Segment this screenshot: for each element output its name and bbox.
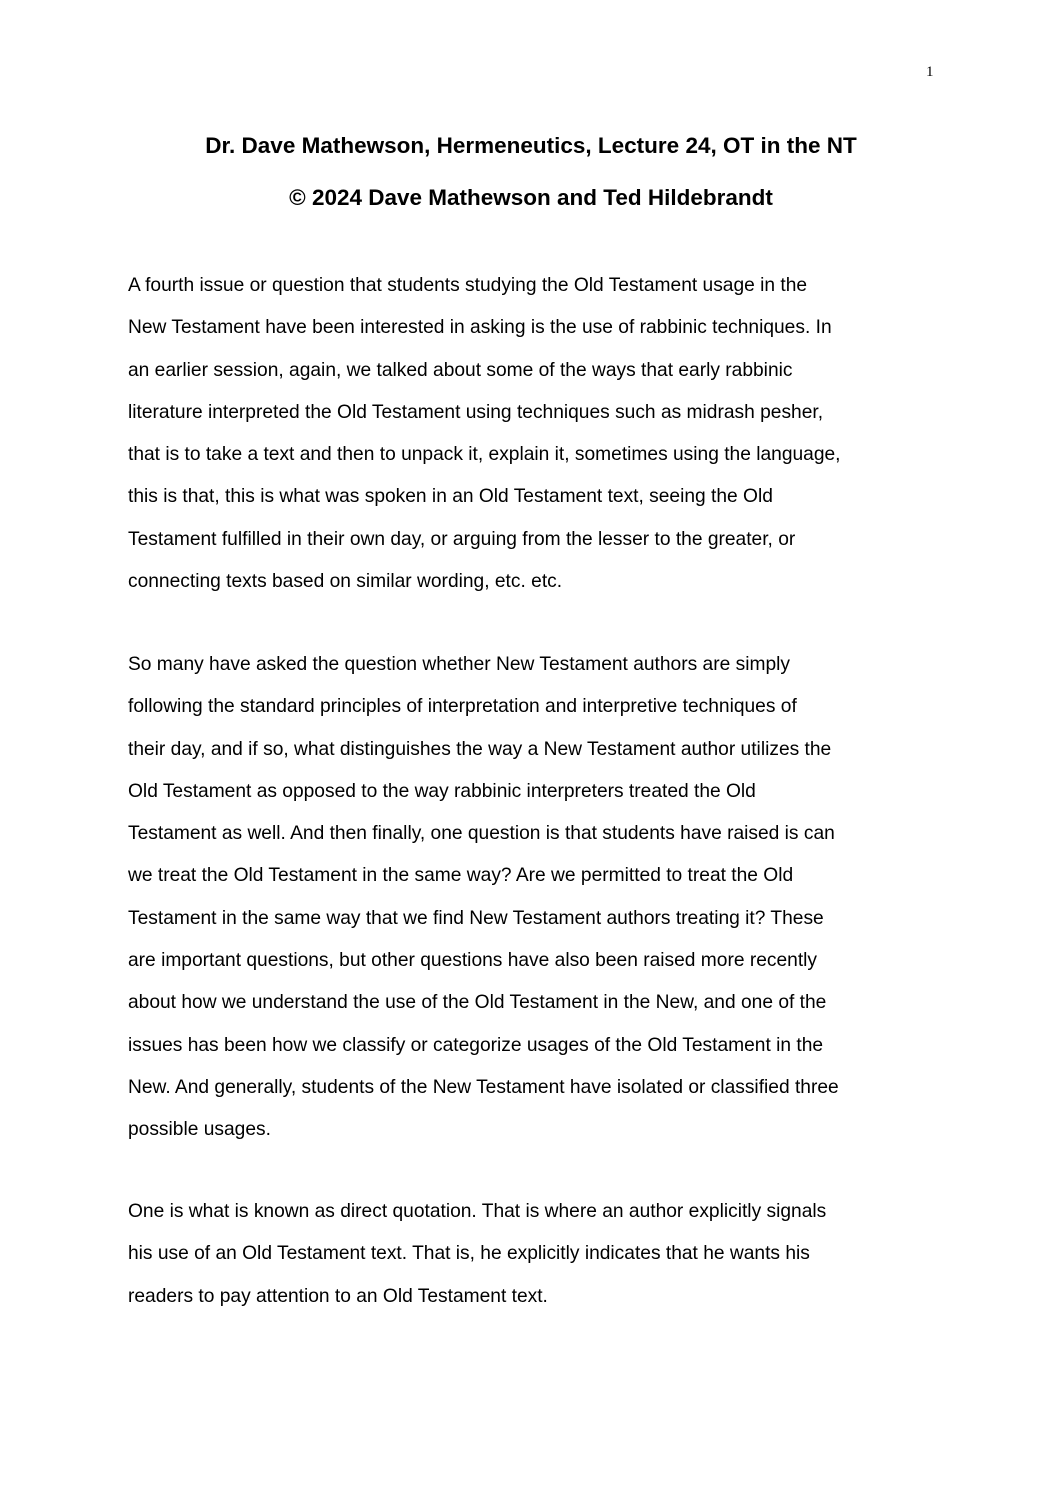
text-line: following the standard principles of interpretation and interpretive techniques of — [128, 696, 797, 718]
text-line: One is what is known as direct quotation. That is where an author explicitly signals — [128, 1201, 827, 1222]
paragraph-2 — [128, 644, 928, 1152]
document-title: Dr. Dave Mathewson, Hermeneutics, Lecture 24, OT in the NT — [205, 133, 857, 158]
text-line: his use of an Old Testament text. That is, he explicitly indicates that he wants his — [128, 1243, 810, 1265]
text-line: New. And generally, students of the New Testament have isolated or classified three — [128, 1076, 839, 1098]
text-line: are important questions, but other questions have also been raised more recently — [128, 950, 818, 972]
paragraph-1 — [128, 265, 928, 603]
text-line: literature interpreted the Old Testament using techniques such as midrash pesher, — [128, 401, 824, 423]
text-line: about how we understand the use of the Old Testament in the New, and one of the — [128, 992, 827, 1014]
text-line: possible usages. — [128, 1119, 271, 1141]
text-line: New Testament have been interested in asking is the use of rabbinic techniques. In — [128, 317, 832, 339]
text-line: Testament in the same way that we find New Testament authors treating it? These — [128, 907, 824, 929]
text-line: So many have asked the question whether New Testament authors are simply — [128, 654, 790, 675]
page-number: 1 — [926, 64, 934, 80]
text-line: Testament as well. And then finally, one question is that students have raised is can — [128, 823, 835, 845]
text-line: we treat the Old Testament in the same way? Are we permitted to treat the Old — [128, 865, 794, 887]
text-line: their day, and if so, what distinguishes the way a New Testament author utilizes the — [128, 738, 832, 760]
text-line: that is to take a text and then to unpack it, explain it, sometimes using the language, — [128, 444, 841, 466]
text-line: Testament fulfilled in their own day, or arguing from the lesser to the greater, or — [128, 528, 796, 550]
text-line: A fourth issue or question that students studying the Old Testament usage in the — [128, 275, 808, 296]
text-line: issues has been how we classify or categorize usages of the Old Testament in the — [128, 1034, 824, 1056]
text-line: Old Testament as opposed to the way rabbinic interpreters treated the Old — [128, 780, 756, 802]
copyright-line: © 2024 Dave Mathewson and Ted Hildebrandt — [289, 185, 773, 210]
text-line: this is that, this is what was spoken in an Old Testament text, seeing the Old — [128, 486, 773, 508]
text-line: an earlier session, again, we talked about some of the ways that early rabbinic — [128, 359, 793, 381]
paragraph-3 — [128, 1191, 928, 1318]
text-line: readers to pay attention to an Old Testament text. — [128, 1285, 548, 1307]
text-line: connecting texts based on similar wording, etc. etc. — [128, 571, 563, 593]
